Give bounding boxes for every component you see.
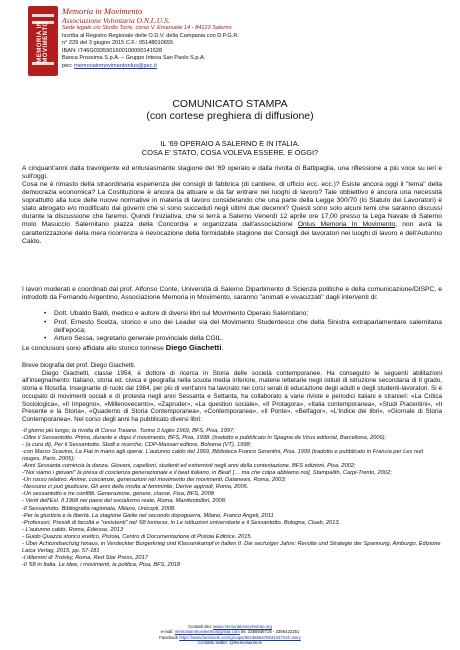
- bibliography-item: -Un sessantotto e tre conflitti. Generazione, genere, classe, Fisa, BFS, 2008: [22, 491, 214, 498]
- bibliography-item: - (a cura di), Per il Sessantotto. Studi e ricerche, CDP-Massari editore, Bolsena (VT), 1998;: [22, 442, 252, 449]
- registry-line: Iscritta al Registro Regionale delle O.D.V. della Campania con D.P.G.R.: [62, 32, 239, 39]
- subtitle-line-1: IL '69 OPERAIO A SALERNO E IN ITALIA.: [160, 139, 300, 148]
- bibliography-item: -Il '68 in Italia. Le idee, i movimenti, la politica, Pisa, BFS, 2018: [22, 561, 181, 568]
- speakers-paragraph: [22, 286, 442, 302]
- conclusion-text: [22, 344, 442, 353]
- bibliography-item: -Il Sessantotto. Bibliografia ragionata, Milano, Unicopli, 2008.: [22, 505, 176, 512]
- letterhead: [62, 6, 362, 71]
- conclusion-label: Le conclusioni sono affidate allo storico torinese: [22, 345, 166, 352]
- facebook-link[interactable]: https://www.facebook.com/groups/604386647663104/?ref=story: [179, 634, 301, 640]
- conclusion-speaker: Diego Giachetti: [165, 343, 222, 352]
- bibliography-item: -Per la giustizia e la libertà. La stagione Gielle nel secondo dopoguerra, Milano, Franco Angeli, 2011: [22, 512, 274, 519]
- org-type: Associazione Volontaria O.N.L.U.S.: [62, 16, 170, 25]
- speaker-item: [44, 310, 442, 318]
- bibliography-list: [22, 428, 442, 569]
- biography-text: Diego Giachetti, classe 1954, è dottore di ricerca in Storia delle società contemporanee. Ha conseguito le seguenti abilitazioni all'insegnamento: Italiano, storia ed. civica e geografia nella scuola media inferiore, materie letterarie negli istituti di istruzione secondaria di II grado, storia e filosofia. Insegnante di ruolo dal 1984, per più di vent'anni ha lavorato nei corsi serali di educazione degli adulti e degli studenti-lavoratori. Si è occupato di movimenti sociali e di protesta negli anni Sessanta e Settanta, ha collaborato a varie riviste e periodici italiani e stranieri: «La Critica Sociologica», «Il Impegno», «Millenovecento», «Zapruder», «La question sociale», «Il Protagora», «Italia contemporanea», «Studi Piacentini», «Il Presente e la Storia», «Quaderno di Storia Contemporanea», «Contemporanea», «Il Ponte», «Belfagor», «L'Indice dei libri», «Giornale di Storia Contemporanea». Nel corso degli anni ha pubblicato diversi libri:: [22, 369, 442, 423]
- paragraph-2: [22, 181, 442, 246]
- footer-twitter: Contatto twitter: @memoriainmov: [198, 640, 262, 646]
- bibliography-item: -Anni Sessanta comincia la danza. Giovani, capelloni, studenti ed estremisti negli anni della contestazione, BFS edizioni, Pisa, 2002;: [22, 463, 356, 470]
- association-logo: [28, 6, 58, 76]
- bibliography-item: -Professori, Presidi di facoltà e "resistenti" nel '68 torinese, in Le istituzioni universitarie e il Sessantotto, Bologna, Clueb, 2013.: [22, 519, 341, 526]
- org-address: Sede legale c/o Studio Torre, corso V. Emanuele 14 - 84123 Salerno: [62, 25, 232, 31]
- bibliography-item: -Nessuno ci può giudicare. Gli anni della rivolta al femminile, Derive approdi, Roma, 2005.: [22, 484, 249, 491]
- speaker-item: [44, 319, 442, 335]
- association-link[interactable]: Onlus Memoria In Movimento: [297, 221, 396, 229]
- page-title: COMUNICATO STAMPA: [172, 98, 288, 110]
- org-name: Memoria in Movimento: [62, 6, 143, 16]
- bullet-icon: •: [44, 335, 47, 342]
- paragraph-3: I lavori moderati e coordinati dal prof. Alfonso Conte, Università di Salerno Dipartimento di Scienza politiche e della comunicazione/DISPC, e introdotti da Fernando Argentino, Associazione Memoria in Movimento, saranno "animati e vivacizzati" dagli interventi di:: [22, 286, 442, 302]
- site-link[interactable]: www.memoriainmovimento.org: [213, 624, 272, 629]
- pec-label: pec:: [62, 62, 75, 69]
- bibliography-item: - Venti dell'Est. Il 1968 nei paesi del socialismo reale, Roma, Manifestolibri, 2008.: [22, 498, 227, 505]
- biography-section: [22, 362, 442, 424]
- footer-phone: tel. 3356936715 - 3386422251: [239, 629, 300, 635]
- pec-link[interactable]: memoriainmovimentonlus@pec.it: [74, 62, 157, 69]
- bibliography-item: -"Noi siamo i giovani" la presa di coscienza generazionale e il beat italiano, in Beat! [… ma che colpa abbiamo noi], Stampalith, Carpi-Trento, 2002;: [22, 470, 392, 477]
- footer-email-label: e-mail:: [160, 629, 175, 635]
- iban-line: IBAN: IT46G0335901600100000141528: [62, 47, 163, 54]
- pec-line: [62, 63, 362, 71]
- email-link[interactable]: memoriainmovimento@gmail.com: [174, 629, 240, 635]
- speaker-item: [44, 335, 442, 343]
- paragraph-2-end: , non avrà la caratterizzazione della mera ricorrenza e rievocazione della formidabile stagione dei Consigli dei lavoratori nei luoghi di lavoro e dell'Autunno Caldo.: [22, 221, 442, 245]
- bibliography-item: - L'autunno caldo, Roma, Ediesse, 2013: [22, 526, 123, 533]
- bibliography-item: -con Marco Scavino, La Fiat in mano agli operai. L'autunno caldo del 1969, Biblioteca Franco Serantini, Pisa, 1999 (tradotto e pubblicato in Francia per Les nuit rouges, Paris, 2005);: [22, 449, 424, 463]
- bibliography-item: -I dilemmi di Trotsky, Roma, Red Star Press, 2017: [22, 554, 148, 561]
- page-title-note: (con cortese preghiera di diffusione): [146, 110, 314, 122]
- bibliography-item: - Guido Quazza storico eretico, Pistoia, Centro di Documentazione di Pistoia Editrice, 2015.: [22, 533, 253, 540]
- speaker-text: Prof. Ernesto Scelza, storico e uno dei Leader sia del Movimento Studentesco che della Sinistra extraparlamentare salernitana dell'epoca;: [54, 319, 442, 335]
- speaker-text: Dott. Ubaldo Baldi, medico e autore di diversi libri sul Movimento Operaio Salernitano;: [54, 310, 309, 317]
- footer-facebook-label: Facebook: [159, 634, 180, 640]
- biography-heading: Breve biografia del prof. Diego Giachetti.: [22, 362, 136, 369]
- conclusion-line: [22, 344, 442, 353]
- subtitle-line-2: COSA E' STATO, COSA VOLEVA ESSERE. E OGGI?: [141, 148, 319, 157]
- contacts-footer: [0, 624, 460, 646]
- bank-line: Banca Prossima S.p.A. – Gruppo Intesa San Paolo S.p.A.: [62, 55, 206, 62]
- footer-site-label: Contatti sito:: [188, 624, 214, 629]
- bibliography-item: - Über Achtundsechzig hinaus, in Verdeckter Burgerkrieg und Klassenkampf in Italien II. Die sechziger Jahre: Revolte und Strategie der Spannung, Amburgo, Edizione Laica Verlag, 2015, pp. 57-181: [22, 540, 441, 554]
- bibliography-item: -Un rosso relativo. Anime, coscienze, generazioni nel movimento dei movimenti, Datanews, Roma, 2003;: [22, 477, 287, 484]
- paragraph-1: A cinquant'anni dalla travolgente ed entusiasmante stagione del '69 operaio e dalla rivolta di Battipaglia, una riflessione a più voce su ieri e sull'oggi.: [22, 165, 442, 181]
- bibliography-item: -Oltre il Sessantotto. Prima, durante e dopo il movimento, BFS, Pisa, 1998. (tradotto e pubblicato in Spagna da Virus editorial, Barcellona, 2006);: [22, 435, 387, 442]
- questions-paragraph: [22, 181, 442, 246]
- bibliography-item: -Il giorno più lungo, la rivolta di Corso Traiano. Torino 3 luglio 1969, BFS, Pisa, 1997;: [22, 428, 235, 434]
- intro-paragraph: [22, 165, 442, 181]
- bullet-icon: •: [44, 310, 47, 317]
- speaker-text: Arturo Sessa, segretario generale provinciale della CGIL.: [54, 335, 224, 342]
- conclusion-end: .: [221, 345, 224, 352]
- bullet-icon: •: [44, 319, 47, 326]
- decree-line: n° 229 del 3 giugno 2015 C.F.: 95148010655: [62, 40, 174, 47]
- paragraph-2-text: Cosa ne è rimasto della straordinaria esperienza dei consigli di fabbrica (di cantiere, di ufficio ecc. ecc.)? Esiste ancora oggi il "tema" della democrazia economica? La Costituzione è ancora da attuare e da far entrare nei luoghi di lavoro? Tale obbiettivo è ancora una necessità soprattutto alla luce delle nuove normative in materia di lavoro considerando che una parte della Legge 300/70 (lo Statuto dei Lavoratori) è stato abrogato e/o modificato dai governi che si sono succeduti negli ultimi due decenni? Questi sono solo alcuni temi che saranno discussi durante la discussione che faremo. Quindi l'iniziativa, che si terrà a Salerno Venerdì 12 aprile ore 17,00 presso la Lega Navale di Salerno molo Masuccio Salernitano piazza della Concordia e organizzata dall'associazione: [22, 181, 442, 229]
- logo-text: MEMORIA IN MOVIMENTO: [37, 21, 49, 63]
